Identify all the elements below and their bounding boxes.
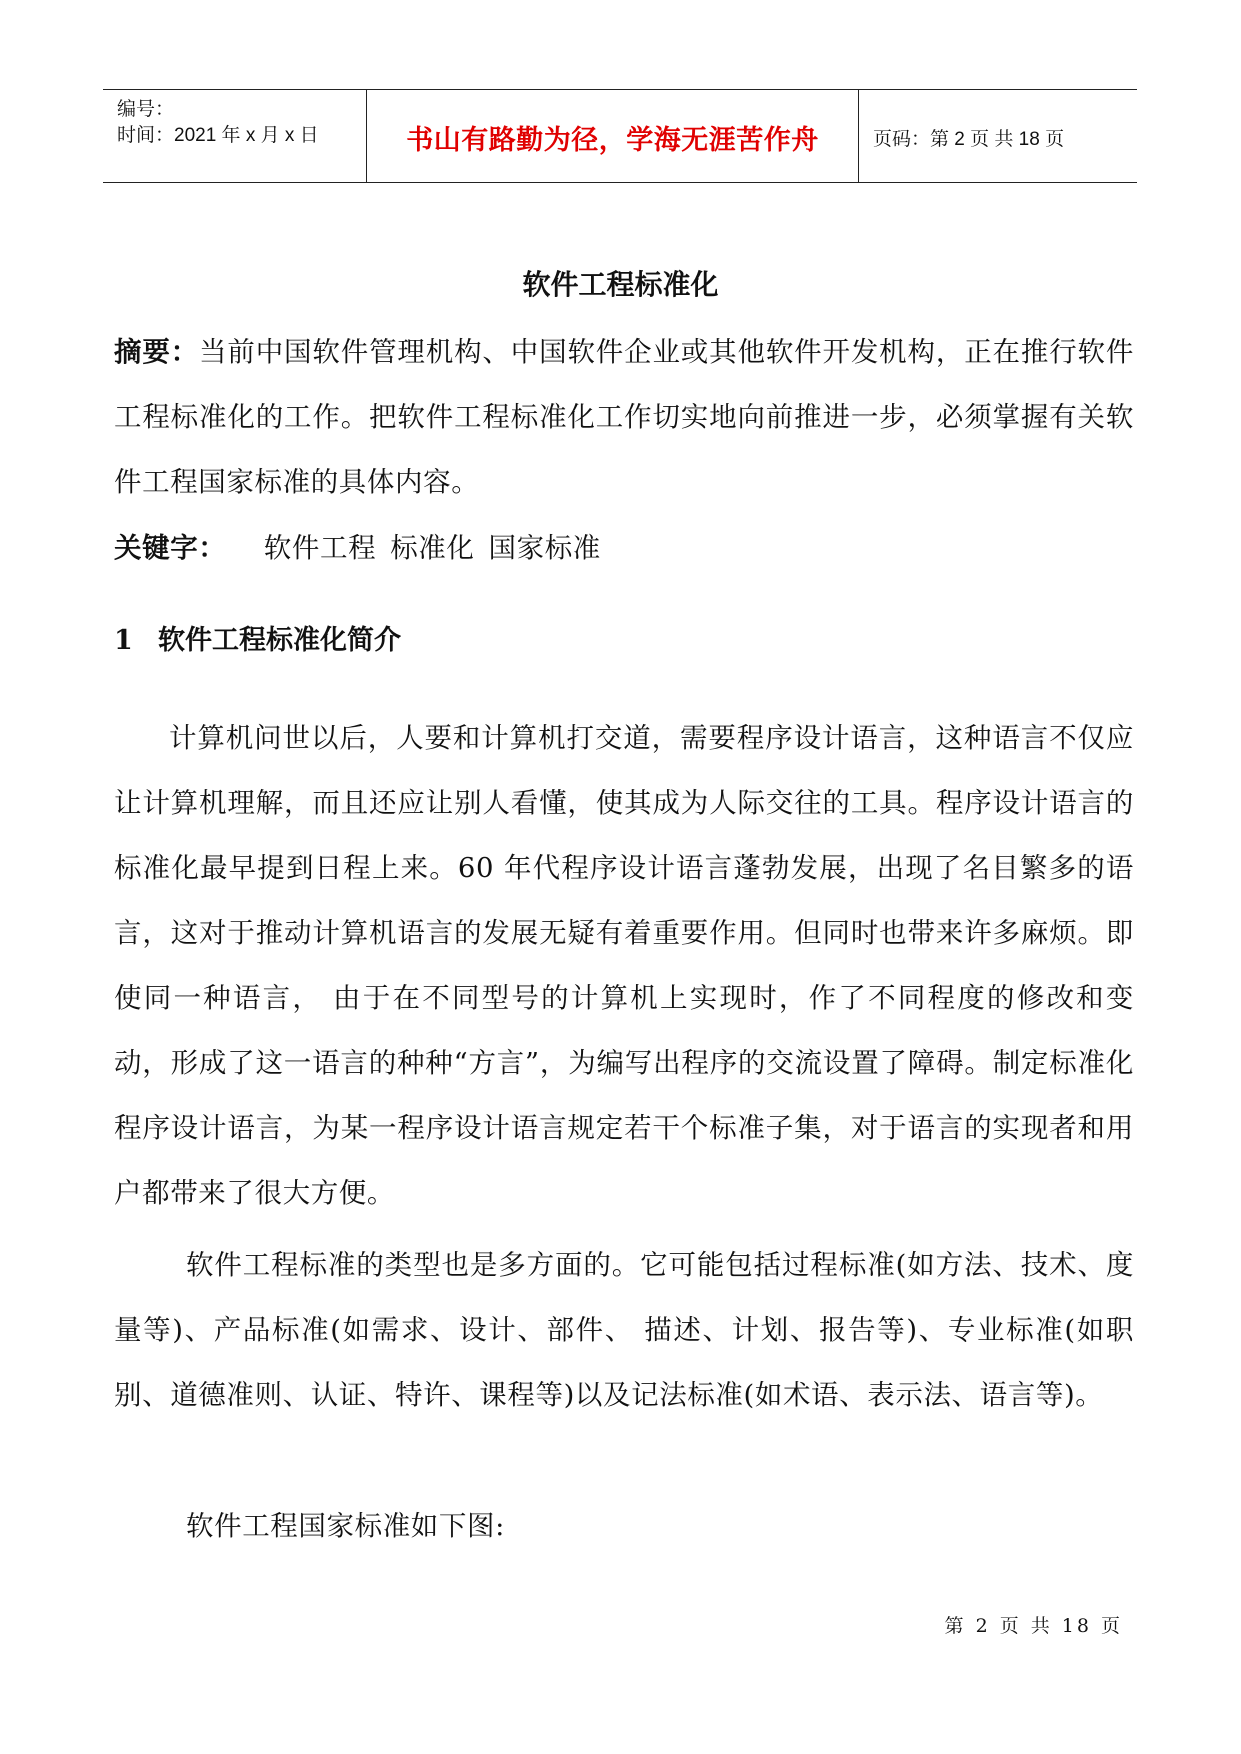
header-page-info: 页码：第 2 页 共 18 页 [873, 129, 1065, 150]
header-motto: 书山有路勤为径，学海无涯苦作舟 [406, 125, 819, 156]
keyword: 标准化 [390, 532, 475, 564]
keywords-line [114, 516, 1134, 581]
keywords-list [264, 532, 615, 564]
keywords-label: 关键字： [114, 532, 227, 564]
abstract-label: 摘要： [114, 336, 200, 368]
body-paragraph: 软件工程标准的类型也是多方面的。它可能包括过程标准(如方法、技术、度量等)、产品标准(如需求、设计、部件、 描述、计划、报告等)、专业标准(如职别、道德准则、认证、特许、课程等)以及记法标准(如术语、表示法、语言等)。 [114, 1249, 1134, 1411]
keyword: 软件工程 [263, 532, 377, 564]
body-paragraph: 计算机问世以后，人要和计算机打交道，需要程序设计语言，这种语言不仅应让计算机理解，而且还应让别人看懂，使其成为人际交往的工具。程序设计语言的标准化最早提到日程上来。60 年代程序设计语言蓬勃发展，出现了名目繁多的语言，这对于推动计算机语言的发展无疑有着重要作用。但同时也带来许多麻烦。即使同一种语言， 由于在不同型号的计算机上实现时，作了不同程度的修改和变动，形成了这一语言的种种“方言”，为编写出程序的交流设置了障碍。制定标准化程序设计语言，为某一程序设计语言规定若干个标准子集，对于语言的实现者和用户都带来了很大方便。 [114, 722, 1134, 1209]
document-time-label: 时间：2021 年 x 月 x 日 [117, 125, 319, 146]
section-number: 1 [114, 625, 133, 656]
page-footer: 第 2 页 共 18 页 [944, 1615, 1123, 1637]
header-meta-cell [103, 90, 367, 182]
document-number-label: 编号： [117, 99, 175, 120]
document-title: 软件工程标准化 [522, 268, 719, 301]
header-page-cell [859, 90, 1137, 182]
body-paragraph: 软件工程国家标准如下图: [186, 1510, 505, 1542]
section-heading [114, 618, 401, 657]
abstract-paragraph [114, 320, 1134, 515]
keyword: 国家标准 [488, 532, 601, 564]
page-header [103, 89, 1137, 183]
header-motto-cell [367, 90, 859, 182]
section-title: 软件工程标准化简介 [158, 625, 401, 656]
abstract-text: 当前中国软件管理机构、中国软件企业或其他软件开发机构，正在推行软件工程标准化的工作。把软件工程标准化工作切实地向前推进一步，必须掌握有关软件工程国家标准的具体内容。 [114, 336, 1134, 498]
